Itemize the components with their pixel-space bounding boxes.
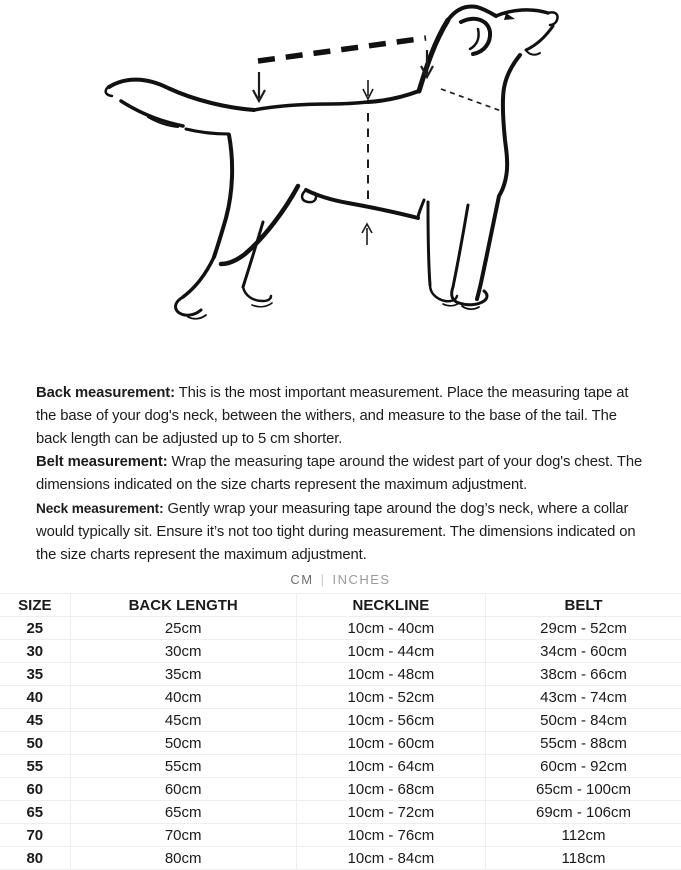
back-length-cell: 35cm <box>70 663 296 686</box>
back-measurement-label: Back measurement: <box>36 385 175 401</box>
size-cell: 25 <box>0 617 70 640</box>
neck-measurement-text: Gently wrap your measuring tape around the dog’s neck, where a collar would typically sit. Ensure it’s not too tight during measurement. The dimensions indicated on the size charts represent the maximum adjustment. <box>36 501 636 563</box>
neckline-cell: 10cm - 44cm <box>296 640 485 663</box>
table-header-row <box>0 594 681 617</box>
back-length-cell: 70cm <box>70 824 296 847</box>
size-cell: 60 <box>0 778 70 801</box>
neck-measurement-paragraph <box>36 497 645 567</box>
table-row <box>0 732 681 755</box>
back-length-cell: 30cm <box>70 640 296 663</box>
belt-cell: 65cm - 100cm <box>486 778 681 801</box>
belt-cell: 34cm - 60cm <box>486 640 681 663</box>
back-length-cell: 50cm <box>70 732 296 755</box>
neckline-cell: 10cm - 52cm <box>296 686 485 709</box>
size-cell: 35 <box>0 663 70 686</box>
size-cell: 50 <box>0 732 70 755</box>
unit-inches-button[interactable]: INCHES <box>332 572 391 587</box>
neckline-cell: 10cm - 56cm <box>296 709 485 732</box>
belt-cell: 38cm - 66cm <box>486 663 681 686</box>
neckline-cell: 10cm - 84cm <box>296 847 485 870</box>
belt-cell: 118cm <box>486 847 681 870</box>
size-cell: 40 <box>0 686 70 709</box>
table-row <box>0 755 681 778</box>
neckline-cell: 10cm - 64cm <box>296 755 485 778</box>
table-row <box>0 824 681 847</box>
belt-cell: 43cm - 74cm <box>486 686 681 709</box>
table-row <box>0 640 681 663</box>
back-measurement-paragraph <box>36 382 645 451</box>
up-arrow-icon <box>362 224 372 245</box>
table-row <box>0 617 681 640</box>
size-cell: 65 <box>0 801 70 824</box>
belt-measurement-text: Wrap the measuring tape around the widest part of your dog's chest. The dimensions indicated on the size charts represent the maximum adjustment. <box>36 454 643 493</box>
dog-measurement-diagram <box>0 0 681 368</box>
belt-cell: 50cm - 84cm <box>486 709 681 732</box>
belt-cell: 112cm <box>486 824 681 847</box>
belt-cell: 55cm - 88cm <box>486 732 681 755</box>
neckline-cell: 10cm - 72cm <box>296 801 485 824</box>
back-length-cell: 80cm <box>70 847 296 870</box>
header-belt: BELT <box>486 594 681 617</box>
back-length-dashed-line <box>258 38 426 61</box>
neckline-cell: 10cm - 60cm <box>296 732 485 755</box>
size-cell: 30 <box>0 640 70 663</box>
table-row <box>0 686 681 709</box>
belt-measurement-label: Belt measurement: <box>36 454 168 470</box>
header-back-length: BACK LENGTH <box>70 594 296 617</box>
neckline-cell: 10cm - 76cm <box>296 824 485 847</box>
down-arrow-icon <box>363 80 373 99</box>
belt-measurement-paragraph <box>36 451 645 497</box>
header-neckline: NECKLINE <box>296 594 485 617</box>
table-row <box>0 778 681 801</box>
neckline-cell: 10cm - 68cm <box>296 778 485 801</box>
belt-cell: 29cm - 52cm <box>486 617 681 640</box>
size-cell: 55 <box>0 755 70 778</box>
table-row <box>0 801 681 824</box>
unit-toggle-divider: | <box>320 572 326 587</box>
back-length-cell: 60cm <box>70 778 296 801</box>
belt-cell: 60cm - 92cm <box>486 755 681 778</box>
dog-diagram-svg <box>0 0 681 368</box>
measurement-instructions <box>0 368 681 567</box>
unit-toggle <box>0 572 681 587</box>
back-measurement-text: This is the most important measurement. Place the measuring tape at the base of your dog's neck, between the withers, and measure to the base of the tail. The back length can be adjusted up to 5 cm shorter. <box>36 385 629 447</box>
unit-cm-button[interactable]: CM <box>290 572 314 587</box>
dog-outline <box>106 7 558 319</box>
neckline-cell: 10cm - 48cm <box>296 663 485 686</box>
size-cell: 45 <box>0 709 70 732</box>
table-row <box>0 847 681 870</box>
neckline-cell: 10cm - 40cm <box>296 617 485 640</box>
down-arrow-icon <box>253 72 265 101</box>
back-length-cell: 55cm <box>70 755 296 778</box>
table-row <box>0 709 681 732</box>
size-chart-table <box>0 593 681 870</box>
header-size: SIZE <box>0 594 70 617</box>
belt-cell: 69cm - 106cm <box>486 801 681 824</box>
back-length-cell: 25cm <box>70 617 296 640</box>
back-length-cell: 40cm <box>70 686 296 709</box>
back-length-cell: 45cm <box>70 709 296 732</box>
back-length-cell: 65cm <box>70 801 296 824</box>
neckline-dashed-line <box>441 89 504 112</box>
table-row <box>0 663 681 686</box>
size-cell: 70 <box>0 824 70 847</box>
neck-measurement-label: Neck measurement: <box>36 501 164 516</box>
size-cell: 80 <box>0 847 70 870</box>
